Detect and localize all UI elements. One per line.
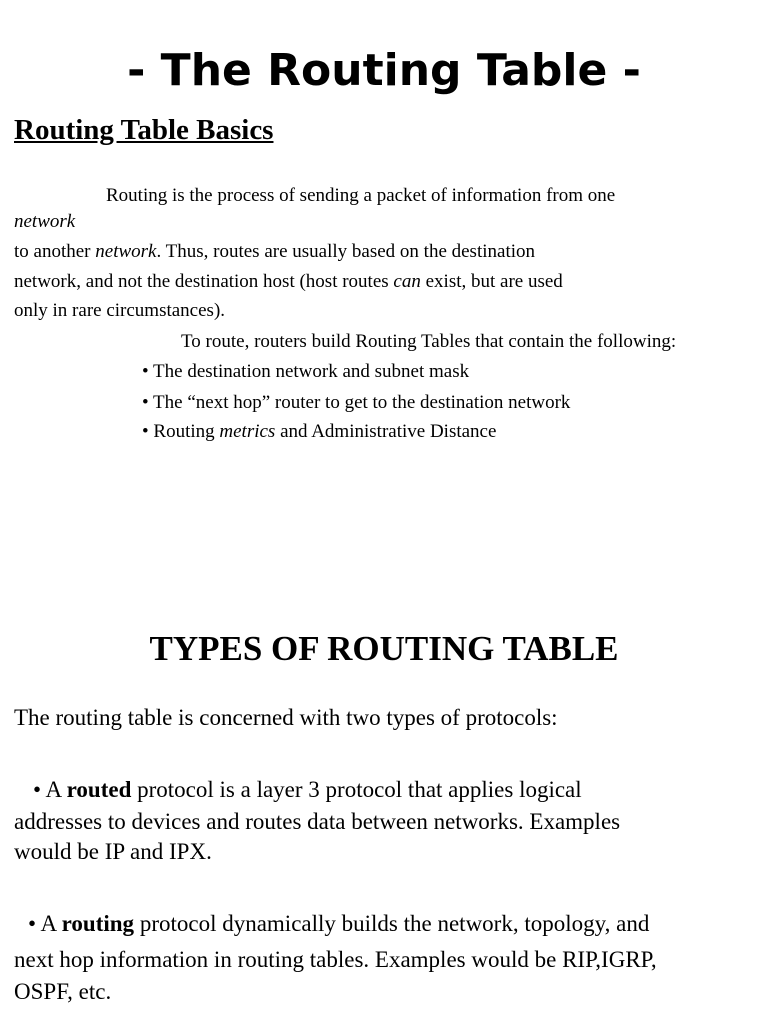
list-item-line: addresses to devices and routes data between networks. Examples [14, 809, 621, 834]
para-line: network, and not the destination host (host routes can exist, but are used [14, 271, 563, 292]
page-title: - The Routing Table - [127, 45, 641, 96]
section-heading-types: TYPES OF ROUTING TABLE [149, 629, 619, 668]
list-item-line: • A routing protocol dynamically builds the network, topology, and [28, 911, 650, 936]
para-line: network [14, 211, 76, 232]
section-heading-basics: Routing Table Basics [14, 114, 274, 146]
list-item-line: would be IP and IPX. [14, 839, 212, 864]
para-line: Routing is the process of sending a packet of information from one [106, 185, 616, 206]
routing-table-intro: To route, routers build Routing Tables that contain the following: [181, 331, 677, 352]
para-line: only in rare circumstances). [14, 300, 226, 321]
para-line: to another network. Thus, routes are usually based on the destination [14, 241, 535, 262]
types-intro: The routing table is concerned with two types of protocols: [14, 705, 558, 730]
list-item-line: • A routed protocol is a layer 3 protocol that applies logical [33, 777, 582, 802]
list-item-line: OSPF, etc. [14, 979, 112, 1004]
list-item-line: next hop information in routing tables. Examples would be RIP,IGRP, [14, 947, 657, 972]
list-item: • Routing metrics and Administrative Distance [142, 421, 497, 442]
list-item: • The destination network and subnet mask [142, 361, 470, 382]
list-item: • The “next hop” router to get to the destination network [142, 392, 571, 413]
